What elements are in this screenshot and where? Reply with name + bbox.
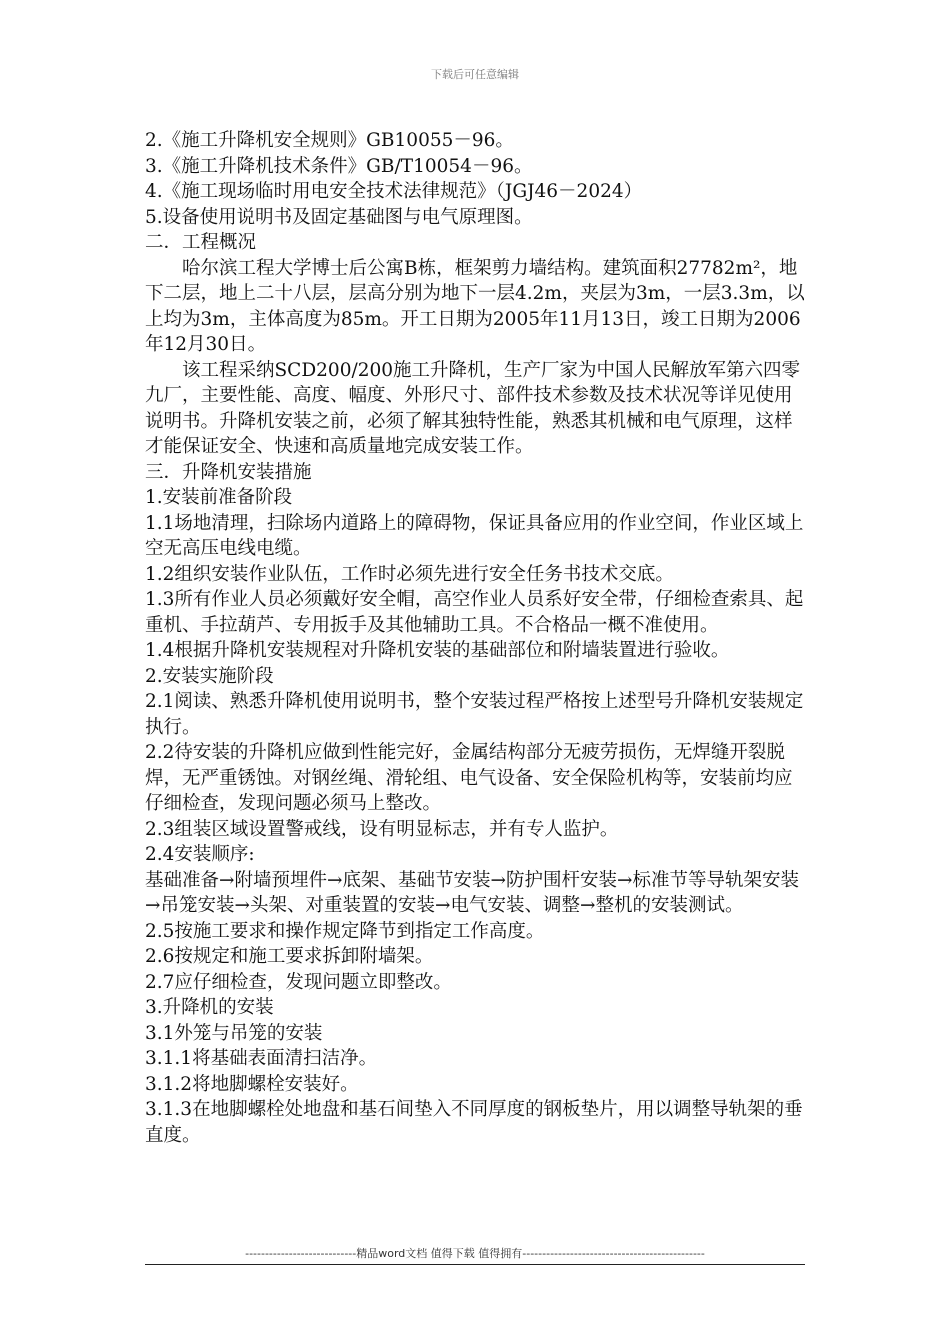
footer-divider xyxy=(145,1264,805,1265)
paragraph: 2.4安装顺序: xyxy=(145,844,255,865)
paragraph: 2.5按施工要求和操作规定降节到指定工作高度。 xyxy=(145,920,545,942)
paragraph: 1.1场地清理，扫除场内道路上的障碍物，保证具备应用的作业空间，作业区域上空无高压电线电缆。 xyxy=(145,512,804,559)
reference-item: 4.《施工现场临时用电安全技术法律规范》（JGJ46－2024） xyxy=(145,181,643,202)
paragraph: 哈尔滨工程大学博士后公寓B栋，框架剪力墙结构。建筑面积27782m²，地下二层，地上二十八层，层高分别为地下一层4.2m，夹层为3m，一层3.3m，以上均为3m，主体高度为85m。开工日期为2005年11月13日，竣工日期为2006年12月30日。 xyxy=(145,257,805,355)
paragraph: 3.1.1将基础表面清扫洁净。 xyxy=(145,1048,378,1069)
subsection-heading: 1.安装前准备阶段 xyxy=(145,487,293,508)
section-heading: 三．升降机安装措施 xyxy=(145,461,312,483)
paragraph: 3.1.2将地脚螺栓安装好。 xyxy=(145,1073,359,1095)
paragraph: 该工程采纳SCD200/200施工升降机，生产厂家为中国人民解放军第六四零九厂，主要性能、高度、幅度、外形尺寸、部件技术参数及技术状况等详见使用说明书。升降机安装之前，必须了解其独特性能，熟悉其机械和电气原理，这样才能保证安全、快速和高质量地完成安装工作。 xyxy=(145,359,801,457)
paragraph: 1.4根据升降机安装规程对升降机安装的基础部位和附墙装置进行验收。 xyxy=(145,640,730,661)
section-heading: 二．工程概况 xyxy=(145,232,257,253)
paragraph: 2.2待安装的升降机应做到性能完好，金属结构部分无疲劳损伤，无焊缝开裂脱焊，无严重锈蚀。对钢丝绳、滑轮组、电气设备、安全保险机构等，安装前均应仔细检查，发现问题必须马上整改。 xyxy=(145,742,793,814)
footer-note: ----------------------------精品word文档 值得下载 值得拥有---------------------------------------------- xyxy=(245,1247,705,1260)
paragraph: 2.6按规定和施工要求拆卸附墙架。 xyxy=(145,946,434,967)
reference-item: 5.设备使用说明书及固定基础图与电气原理图。 xyxy=(145,206,533,228)
header-note: 下载后可任意编辑 xyxy=(431,68,519,81)
paragraph: 2.7应仔细检查，发现问题立即整改。 xyxy=(145,971,452,993)
reference-item: 2.《施工升降机安全规则》GB10055－96。 xyxy=(145,130,514,151)
paragraph: 1.3所有作业人员必须戴好安全帽，高空作业人员系好安全带，仔细检查索具、起重机、手拉葫芦、专用扳手及其他辅助工具。不合格品一概不准使用。 xyxy=(145,589,804,636)
paragraph: 2.1阅读、熟悉升降机使用说明书，整个安装过程严格按上述型号升降机安装规定执行。 xyxy=(145,691,804,738)
paragraph: 1.2组织安装作业队伍，工作时必须先进行安全任务书技术交底。 xyxy=(145,563,674,585)
subsection-heading: 3.升降机的安装 xyxy=(145,997,274,1018)
subsection-heading: 3.1外笼与吊笼的安装 xyxy=(145,1022,323,1044)
subsection-heading: 2.安装实施阶段 xyxy=(145,665,274,687)
paragraph: 基础准备→附墙预埋件→底架、基础节安装→防护围杆安装→标准节等导轨架安装→吊笼安装→头架、对重装置的安装→电气安装、调整→整机的安装测试。 xyxy=(145,869,800,916)
paragraph: 3.1.3在地脚螺栓处地盘和基石间垫入不同厚度的钢板垫片，用以调整导轨架的垂直度。 xyxy=(145,1099,803,1146)
document-body xyxy=(145,128,810,1148)
paragraph: 2.3组装区域设置警戒线，设有明显标志，并有专人监护。 xyxy=(145,818,619,840)
reference-item: 3.《施工升降机技术条件》GB/T10054－96。 xyxy=(145,155,533,177)
